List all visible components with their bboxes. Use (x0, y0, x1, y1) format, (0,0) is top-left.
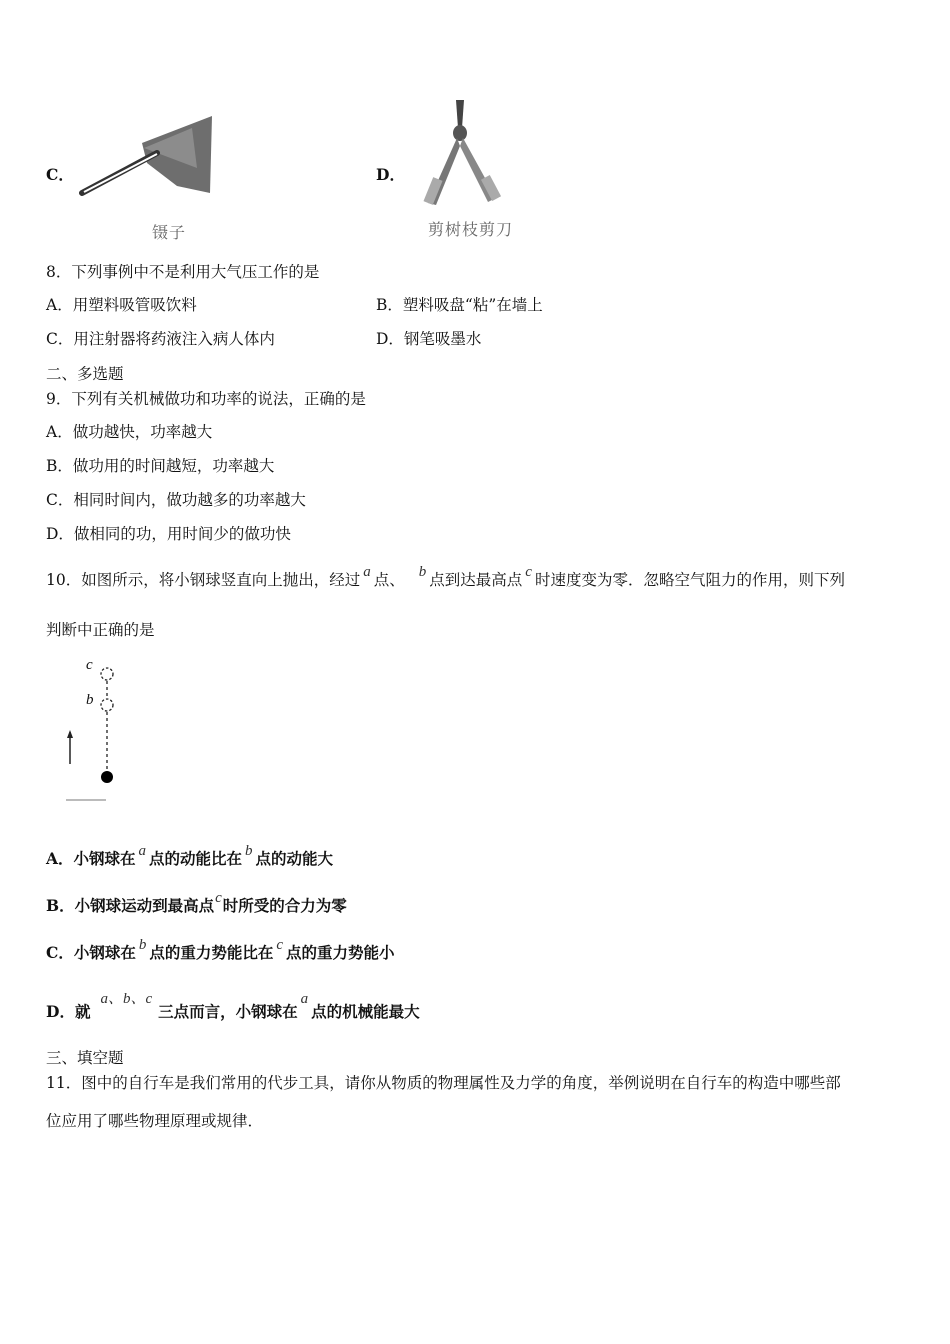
section-heading-fill-in: 三、填空题 (46, 1049, 124, 1067)
q9-option-a: A．做功越快，功率越大 (46, 423, 213, 441)
option-text: 点的重力势能比在 (149, 943, 274, 962)
fig-label-b: b (86, 692, 94, 708)
option-text: D．就 (46, 1002, 91, 1021)
var-c: c (215, 890, 222, 906)
q10-option-a (46, 843, 334, 870)
var-c: c (276, 937, 284, 953)
option-text: 点的机械能最大 (311, 1002, 420, 1021)
pruning-shears-image (410, 98, 510, 208)
fig-label-c: c (86, 657, 93, 673)
var-a: a (138, 843, 147, 859)
q8-option-c: C．用注射器将药液注入病人体内 (46, 330, 275, 348)
tweezers-caption: 镊子 (152, 223, 187, 242)
option-c-label: C． (46, 165, 74, 184)
tweezers-image (72, 108, 222, 208)
q10-stem-part: 点到达最高点 (429, 571, 523, 589)
q10-stem-part: 时速度变为零．忽略空气阻力的作用，则下列 (534, 571, 845, 589)
q10-stem (46, 564, 845, 591)
var-a: a (300, 991, 309, 1007)
shears-caption: 剪树枝剪刀 (428, 220, 514, 239)
var-b: b (138, 937, 147, 953)
option-text: B．小钢球运动到最高点 (46, 896, 215, 915)
q10-stem-line2: 判断中正确的是 (46, 621, 155, 639)
q11-line2: 位应用了哪些物理原理或规律． (46, 1112, 264, 1130)
var-abc: a、b、c (100, 991, 153, 1007)
q9-option-b: B．做功用的时间越短，功率越大 (46, 457, 275, 475)
var-a: a (363, 564, 371, 580)
q11-line1: 11．图中的自行车是我们常用的代步工具，请你从物质的物理属性及力学的角度，举例说明在自行车的构造中哪些部 (46, 1074, 841, 1092)
var-b: b (245, 843, 253, 859)
q8-option-d: D．钢笔吸墨水 (376, 330, 482, 348)
q10-stem-part: 10．如图所示，将小钢球竖直向上抛出，经过 (46, 571, 361, 589)
q8-option-b: B．塑料吸盘“粘”在墙上 (376, 296, 543, 314)
q10-option-b (46, 890, 347, 917)
option-text: 点的动能比在 (149, 849, 243, 868)
var-c: c (525, 564, 532, 580)
section-heading-multi-choice: 二、多选题 (46, 365, 124, 383)
option-text: 时所受的合力为零 (222, 896, 347, 915)
q9-stem: 9．下列有关机械做功和功率的说法，正确的是 (46, 390, 366, 408)
option-text: 点的动能大 (255, 849, 334, 868)
q9-option-c: C．相同时间内，做功越多的功率越大 (46, 491, 306, 509)
var-b: b (418, 564, 427, 580)
q8-stem: 8．下列事例中不是利用大气压工作的是 (46, 263, 320, 281)
option-text: 点的重力势能小 (286, 943, 395, 962)
option-text: A．小钢球在 (46, 849, 136, 868)
q10-option-c (46, 937, 395, 964)
option-text: 三点而言，小钢球在 (158, 1002, 298, 1021)
q10-stem-part: 点、 (373, 571, 405, 589)
ball-trajectory-figure (60, 656, 130, 802)
q10-option-d (46, 991, 420, 1023)
q9-option-d: D．做相同的功，用时间少的做功快 (46, 525, 291, 543)
option-text: C．小钢球在 (46, 943, 136, 962)
q8-option-a: A．用塑料吸管吸饮料 (46, 296, 197, 314)
option-d-label: D． (376, 165, 405, 184)
